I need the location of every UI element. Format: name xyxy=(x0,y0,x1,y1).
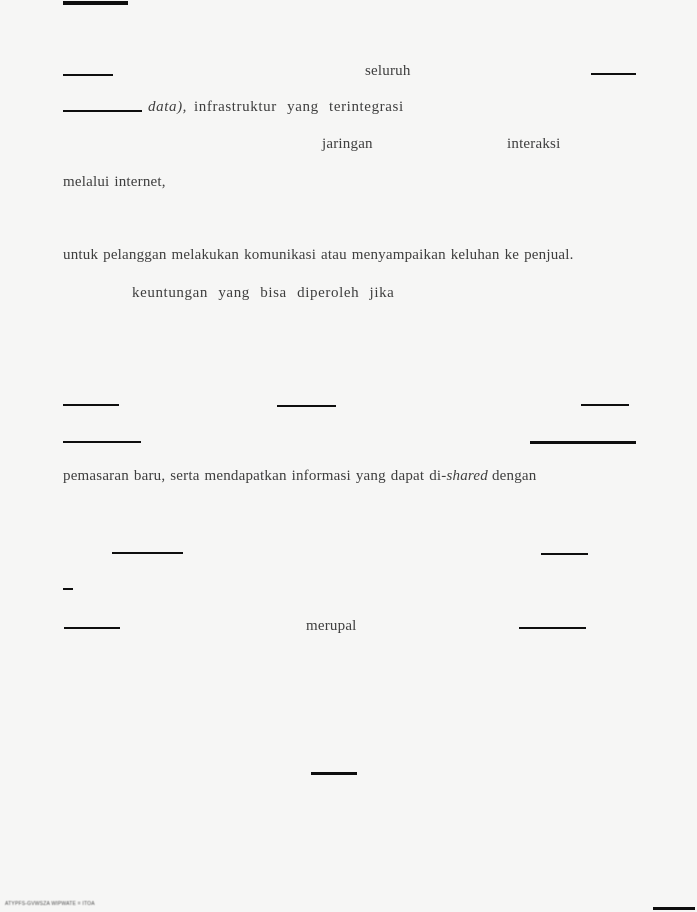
text-fragment-merupal: merupal xyxy=(306,618,357,634)
redaction-dash xyxy=(63,588,73,590)
redaction-bar xyxy=(277,405,336,407)
text-fragment-infrastruktur xyxy=(148,99,404,116)
redaction-bar xyxy=(63,110,142,112)
redaction-bar xyxy=(591,73,636,75)
footer-watermark-illegible: ATYPFS-GVWSZA WIPWATE = ITOA xyxy=(5,901,95,907)
text-fragment-shared-italic: shared xyxy=(446,468,488,484)
redaction-bar xyxy=(581,404,629,406)
redaction-bar xyxy=(63,74,113,76)
text-fragment-para-pelanggan: untuk pelanggan melakukan komunikasi atau menyampaikan keluhan ke penjual. xyxy=(63,247,574,263)
redaction-bar xyxy=(63,1,128,5)
text-fragment-pemasaran xyxy=(63,468,536,485)
redaction-bar xyxy=(653,907,695,910)
redaction-bar xyxy=(519,627,586,629)
text-fragment-infrastruktur-rest: infrastruktur yang terintegrasi xyxy=(194,99,404,115)
text-fragment-melalui-internet: melalui internet, xyxy=(63,174,166,190)
redaction-bar xyxy=(64,627,120,629)
redaction-bar xyxy=(63,441,141,443)
text-fragment-seluruh: seluruh xyxy=(365,63,411,79)
text-fragment-pemasaran-post: dengan xyxy=(491,468,537,484)
redaction-bar xyxy=(530,441,636,444)
text-fragment-pemasaran-pre: pemasaran baru, serta mendapatkan informasi yang dapat di- xyxy=(63,468,447,484)
redaction-bar xyxy=(311,772,357,775)
text-fragment-data-italic: data), xyxy=(148,99,188,115)
redaction-bar xyxy=(112,552,183,554)
text-fragment-keuntungan: keuntungan yang bisa diperoleh jika xyxy=(132,285,395,301)
text-fragment-interaksi: interaksi xyxy=(507,136,561,152)
text-fragment-jaringan: jaringan xyxy=(322,136,373,152)
redaction-bar xyxy=(63,404,119,406)
redaction-bar xyxy=(541,553,588,555)
